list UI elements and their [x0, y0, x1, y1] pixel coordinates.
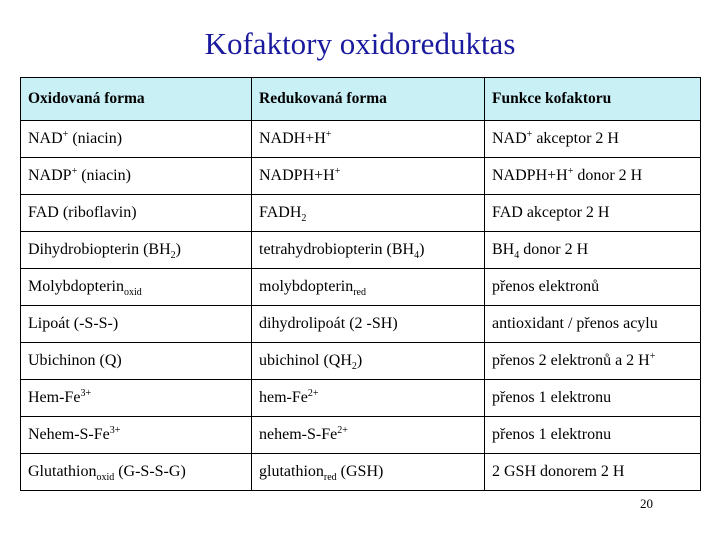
- table-row: [21, 232, 701, 269]
- cell-text: přenos 2 elektronů a 2 H: [492, 352, 650, 369]
- superscript: +: [649, 351, 656, 362]
- oxidized-form-cell: [21, 343, 252, 380]
- superscript: 3+: [109, 425, 121, 436]
- superscript: +: [567, 166, 574, 177]
- cell-text: dihydrolipoát (2 -SH): [259, 315, 398, 332]
- reduced-form-cell: [252, 380, 485, 417]
- cell-text: Glutathion: [28, 463, 97, 480]
- cell-text: (niacin): [77, 167, 131, 184]
- cell-text: 2 GSH donorem 2 H: [492, 463, 625, 480]
- cofactor-table: [20, 77, 701, 491]
- reduced-form-cell: [252, 195, 485, 232]
- table-row: [21, 343, 701, 380]
- oxidized-form-cell: [21, 380, 252, 417]
- oxidized-form-cell: [21, 232, 252, 269]
- cell-text: ): [419, 241, 425, 258]
- oxidized-form-cell: [21, 417, 252, 454]
- reduced-form-cell: [252, 454, 485, 491]
- cell-text: BH: [492, 241, 515, 258]
- function-cell: [485, 454, 701, 491]
- oxidized-form-cell: [21, 195, 252, 232]
- cell-text: Nehem-S-Fe: [28, 426, 110, 443]
- reduced-form-cell: [252, 417, 485, 454]
- cell-text: (niacin): [68, 130, 123, 147]
- cell-text: NADH+H: [259, 130, 326, 147]
- cell-text: ): [175, 241, 181, 258]
- subscript: 2: [170, 250, 176, 261]
- function-cell: [485, 195, 701, 232]
- subscript: oxid: [96, 472, 115, 483]
- table-row: [21, 121, 701, 158]
- superscript: +: [62, 129, 69, 140]
- subscript: red: [353, 287, 366, 298]
- function-cell: [485, 121, 701, 158]
- subscript: 2: [351, 361, 357, 372]
- cell-text: NAD: [492, 130, 527, 147]
- oxidized-form-cell: [21, 121, 252, 158]
- table-row: [21, 269, 701, 306]
- table-row: [21, 417, 701, 454]
- page-number: 20: [640, 496, 653, 511]
- reduced-form-cell: [252, 343, 485, 380]
- cell-text: přenos 1 elektronu: [492, 389, 612, 406]
- cell-text: NADPH+H: [492, 167, 568, 184]
- cell-text: (GSH): [336, 463, 384, 480]
- table-row: [21, 306, 701, 343]
- cell-text: NADP: [28, 167, 72, 184]
- cell-text: ubichinol (QH: [259, 352, 352, 369]
- subscript: 4: [514, 250, 520, 261]
- cell-text: FADH: [259, 204, 302, 221]
- oxidized-form-cell: [21, 158, 252, 195]
- cell-text: tetrahydrobiopterin (BH: [259, 241, 415, 258]
- cell-text: ): [356, 352, 363, 369]
- function-cell: [485, 306, 701, 343]
- cell-text: Molybdopterin: [28, 278, 124, 295]
- cell-text: Dihydrobiopterin (BH: [28, 241, 171, 258]
- superscript: 3+: [80, 388, 92, 399]
- cell-text: glutathion: [259, 463, 324, 480]
- cell-text: molybdopterin: [259, 278, 354, 295]
- superscript: +: [334, 166, 341, 177]
- reduced-form-cell: [252, 232, 485, 269]
- cell-text: přenos elektronů: [492, 278, 600, 295]
- table-row: [21, 195, 701, 232]
- reduced-form-cell: [252, 158, 485, 195]
- cell-text: antioxidant / přenos acylu: [492, 315, 658, 332]
- oxidized-form-cell: [21, 454, 252, 491]
- cell-text: Ubichinon (Q): [28, 352, 122, 369]
- cell-text: akceptor 2 H: [532, 130, 619, 147]
- table-row: [21, 158, 701, 195]
- reduced-form-cell: [252, 306, 485, 343]
- cell-text: NAD: [28, 130, 63, 147]
- cell-text: hem-Fe: [259, 389, 308, 406]
- cell-text: přenos 1 elektronu: [492, 426, 612, 443]
- oxidized-form-cell: [21, 269, 252, 306]
- superscript: +: [526, 129, 533, 140]
- subscript: oxid: [124, 287, 142, 298]
- subscript: 2: [301, 213, 307, 224]
- cell-text: (G-S-S-G): [114, 463, 186, 480]
- table-header-row: [21, 78, 701, 121]
- cell-text: NADPH+H: [259, 167, 335, 184]
- header-cofactor-function: Funkce kofaktoru: [485, 78, 701, 121]
- cell-text: Hem-Fe: [28, 389, 81, 406]
- slide-title: Kofaktory oxidoreduktas: [204, 26, 516, 61]
- cell-text: donor 2 H: [573, 167, 643, 184]
- table-row: [21, 454, 701, 491]
- cell-text: FAD (riboflavin): [28, 204, 137, 221]
- reduced-form-cell: [252, 121, 485, 158]
- cell-text: FAD akceptor 2 H: [492, 204, 610, 221]
- function-cell: [485, 417, 701, 454]
- table-row: [21, 380, 701, 417]
- function-cell: [485, 269, 701, 306]
- function-cell: [485, 380, 701, 417]
- function-cell: [485, 158, 701, 195]
- reduced-form-cell: [252, 269, 485, 306]
- superscript: +: [71, 166, 78, 177]
- function-cell: [485, 232, 701, 269]
- superscript: 2+: [307, 388, 319, 399]
- superscript: +: [325, 129, 332, 140]
- oxidized-form-cell: [21, 306, 252, 343]
- cell-text: donor 2 H: [519, 241, 589, 258]
- header-oxidized-form: Oxidovaná forma: [21, 78, 252, 121]
- cell-text: Lipoát (-S-S-): [28, 315, 119, 332]
- subscript: 4: [414, 250, 420, 261]
- header-reduced-form: Redukovaná forma: [252, 78, 485, 121]
- function-cell: [485, 343, 701, 380]
- superscript: 2+: [337, 425, 348, 436]
- cell-text: nehem-S-Fe: [259, 426, 338, 443]
- subscript: red: [323, 472, 337, 483]
